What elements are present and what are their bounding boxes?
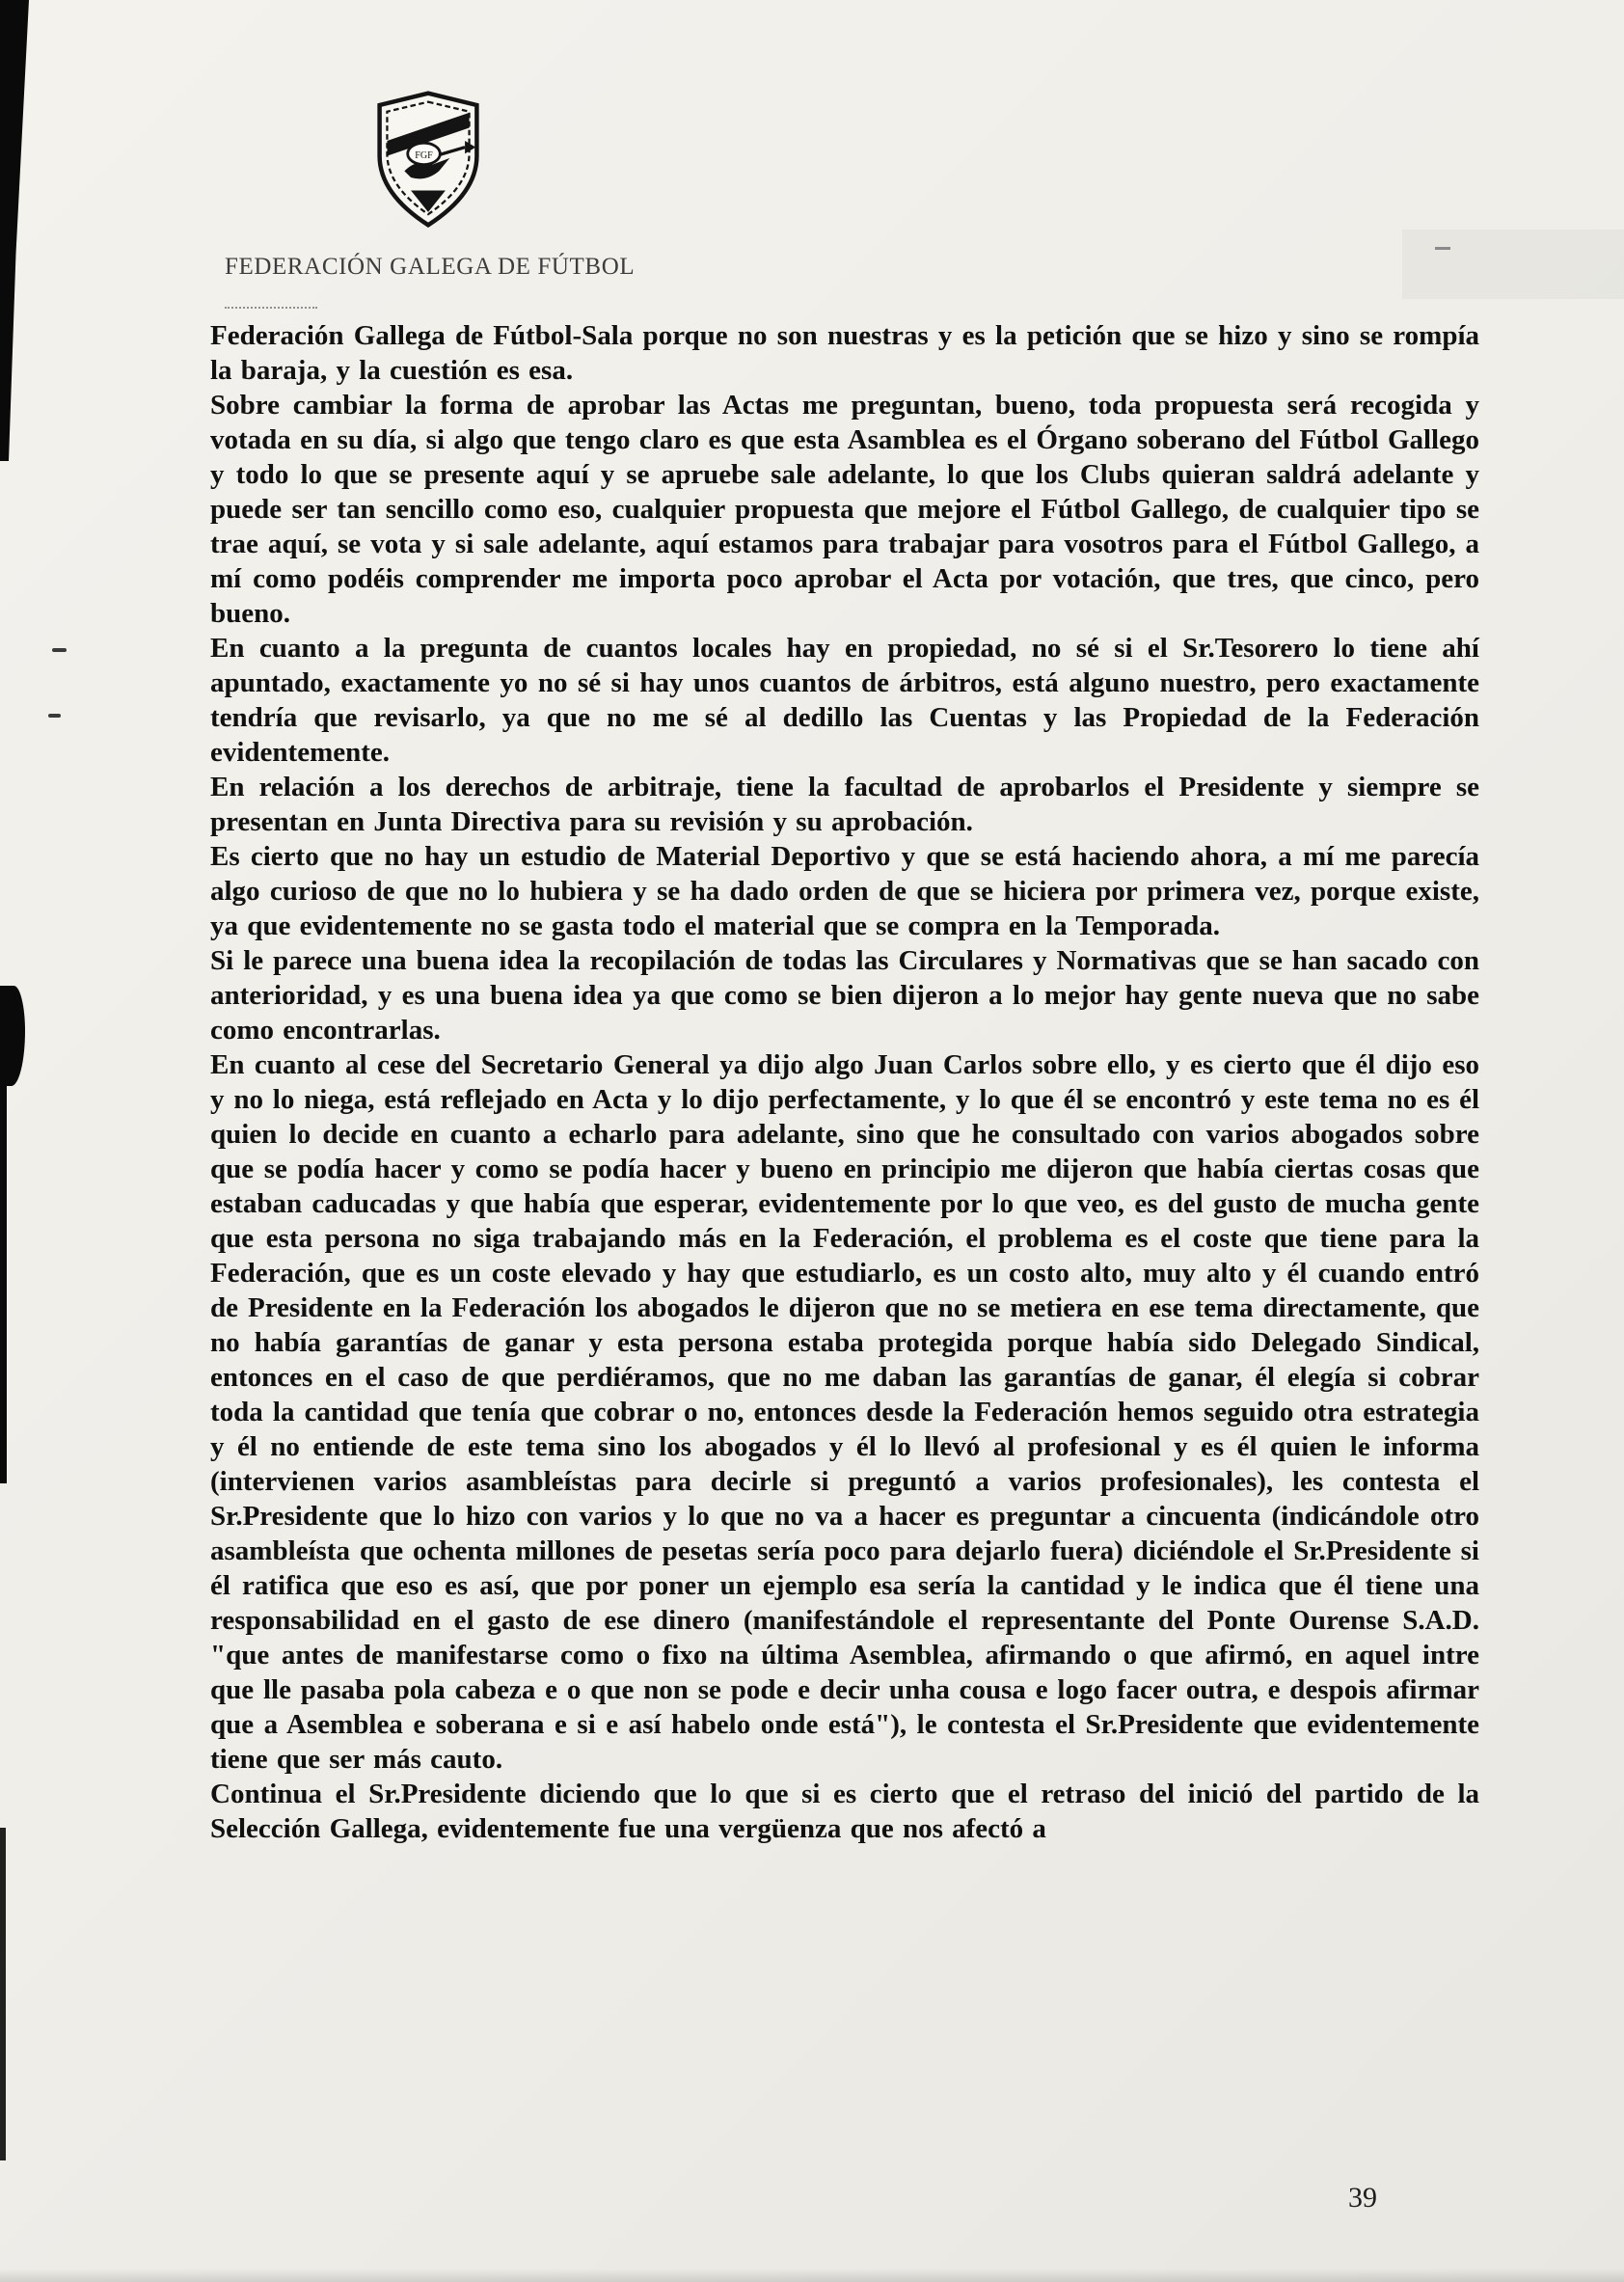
document-paragraph: Si le parece una buena idea la recopilación de todas las Circulares y Normativas que se han sacado con anterioridad, y es una buena idea ya que como se bien dijeron a lo mejor hay gente nueva que no sabe como encontrarlas. [210, 945, 1479, 1046]
scan-artifact-left-blob [0, 986, 25, 1086]
document-paragraph: En cuanto a la pregunta de cuantos locales hay en propiedad, no sé si el Sr.Tesorero lo tiene ahí apuntado, exactamente yo no sé si hay unos cuantos de árbitros, está alguno nuestro, pero exactamente tendría que revisarlo, ya que no me sé al dedillo las Cuentas y las Propiedad de la Federación evidentemente. [210, 633, 1479, 768]
scan-shading [1402, 230, 1624, 299]
document-paragraph: Continua el Sr.Presidente diciendo que lo que si es cierto que el retraso del inició del partido de la Selección Gallega, evidentemente fue una vergüenza que nos afectó a [210, 1779, 1479, 1844]
scan-artifact-left-line-bottom [0, 1828, 6, 2160]
margin-pen-dash [48, 714, 61, 718]
document-paragraph: En cuanto al cese del Secretario General ya dijo algo Juan Carlos sobre ello, y es cierto que él dijo eso y no lo niega, está reflejado en Acta y lo dijo perfectamente, y lo que él se encontró y este tema no es él quien lo decide en cuanto a echarlo para adelante, sino que he consultado con varios abogados sobre que se podía hacer y como se podía hacer y bueno en principio me dijeron que había ciertas cosas que estaban caducadas y que había que esperar, evidentemente por lo que veo, es del gusto de mucha gente que esta persona no siga trabajando más en la Federación, el problema es el coste que tiene para la Federación, que es un coste elevado y hay que estudiarlo, es un costo alto, muy alto y él cuando entró de Presidente en la Federación los abogados le dijeron que no se metiera en ese tema directamente, que no había garantías de ganar y esta persona estaba protegida porque había sido Delegado Sindical, entonces en el caso de que perdiéramos, que no me daban las garantías de ganar, él elegía si cobrar toda la cantidad que tenía que cobrar o no, entonces desde la Federación hemos seguido otra estrategia y él no entiende de este tema sino los abogados y él lo llevó al profesional y es él quien le informa (intervienen varios asambleístas para decirle si preguntó a varios profesionales), les contesta el Sr.Presidente que lo hizo con varios y lo que no va a hacer es preguntar a cincuenta (indicándole otro asambleísta que ochenta millones de pesetas sería poco para dejarlo fuera) diciéndole el Sr.Presidente si él ratifica que eso es así, que por poner un ejemplo esa sería la cantidad y le indica que él tiene una responsabilidad en el gasto de ese dinero (manifestándole el representante del Ponte Ourense S.A.D. "que antes de manifestarse como o fixo na última Asemblea, afirmando o que afirmó, en aquel intre que lle pasaba pola cabeza e o que non se pode e decir unha cousa e logo facer outra, e despois afirmar que a Asemblea e soberana e si e así habelo onde está"), le contesta el Sr.Presidente que evidentemente tiene que ser más cauto. [210, 1049, 1479, 1775]
document-paragraph: Sobre cambiar la forma de aprobar las Actas me preguntan, bueno, toda propuesta será recogida y votada en su día, si algo que tengo claro es que esta Asamblea es el Órgano soberano del Fútbol Gallego y todo lo que se presente aquí y se apruebe sale adelante, lo que los Clubs quieran saldrá adelante y puede ser tan sencillo como eso, cualquier propuesta que mejore el Fútbol Gallego, de cualquier tipo se trae aquí, se vota y si sale adelante, aquí estamos para trabajar para vosotros para el Fútbol Gallego, a mí como podéis comprender me importa poco aprobar el Acta por votación, que tres, que cinco, pero bueno. [210, 390, 1479, 629]
logo-text: FGF [415, 149, 433, 161]
page-number: 39 [1348, 2182, 1377, 2214]
margin-pen-dash [52, 648, 67, 652]
dotted-underline [225, 307, 317, 309]
scan-artifact-left-line [0, 1078, 7, 1483]
document-paragraph: Es cierto que no hay un estudio de Material Deportivo y que se está haciendo ahora, a mí me parecía algo curioso de que no lo hubiera y se ha dado orden de que se hiciera por primera vez, porque existe, ya que evidentemente no se gasta todo el material que se compra en la Temporada. [210, 841, 1479, 941]
scan-artifact-left-bar [0, 0, 29, 461]
document-paragraph: Federación Gallega de Fútbol-Sala porque no son nuestras y es la petición que se hizo y sino se rompía la baraja, y la cuestión es esa. [210, 320, 1479, 386]
fgf-crest-icon [374, 91, 482, 228]
document-paragraph: En relación a los derechos de arbitraje, tiene la facultad de aprobarlos el Presidente y siempre se presentan en Junta Directiva para su revisión y su aprobación. [210, 772, 1479, 837]
org-name: FEDERACIÓN GALEGA DE FÚTBOL [225, 254, 636, 280]
document-body [210, 318, 1479, 1846]
